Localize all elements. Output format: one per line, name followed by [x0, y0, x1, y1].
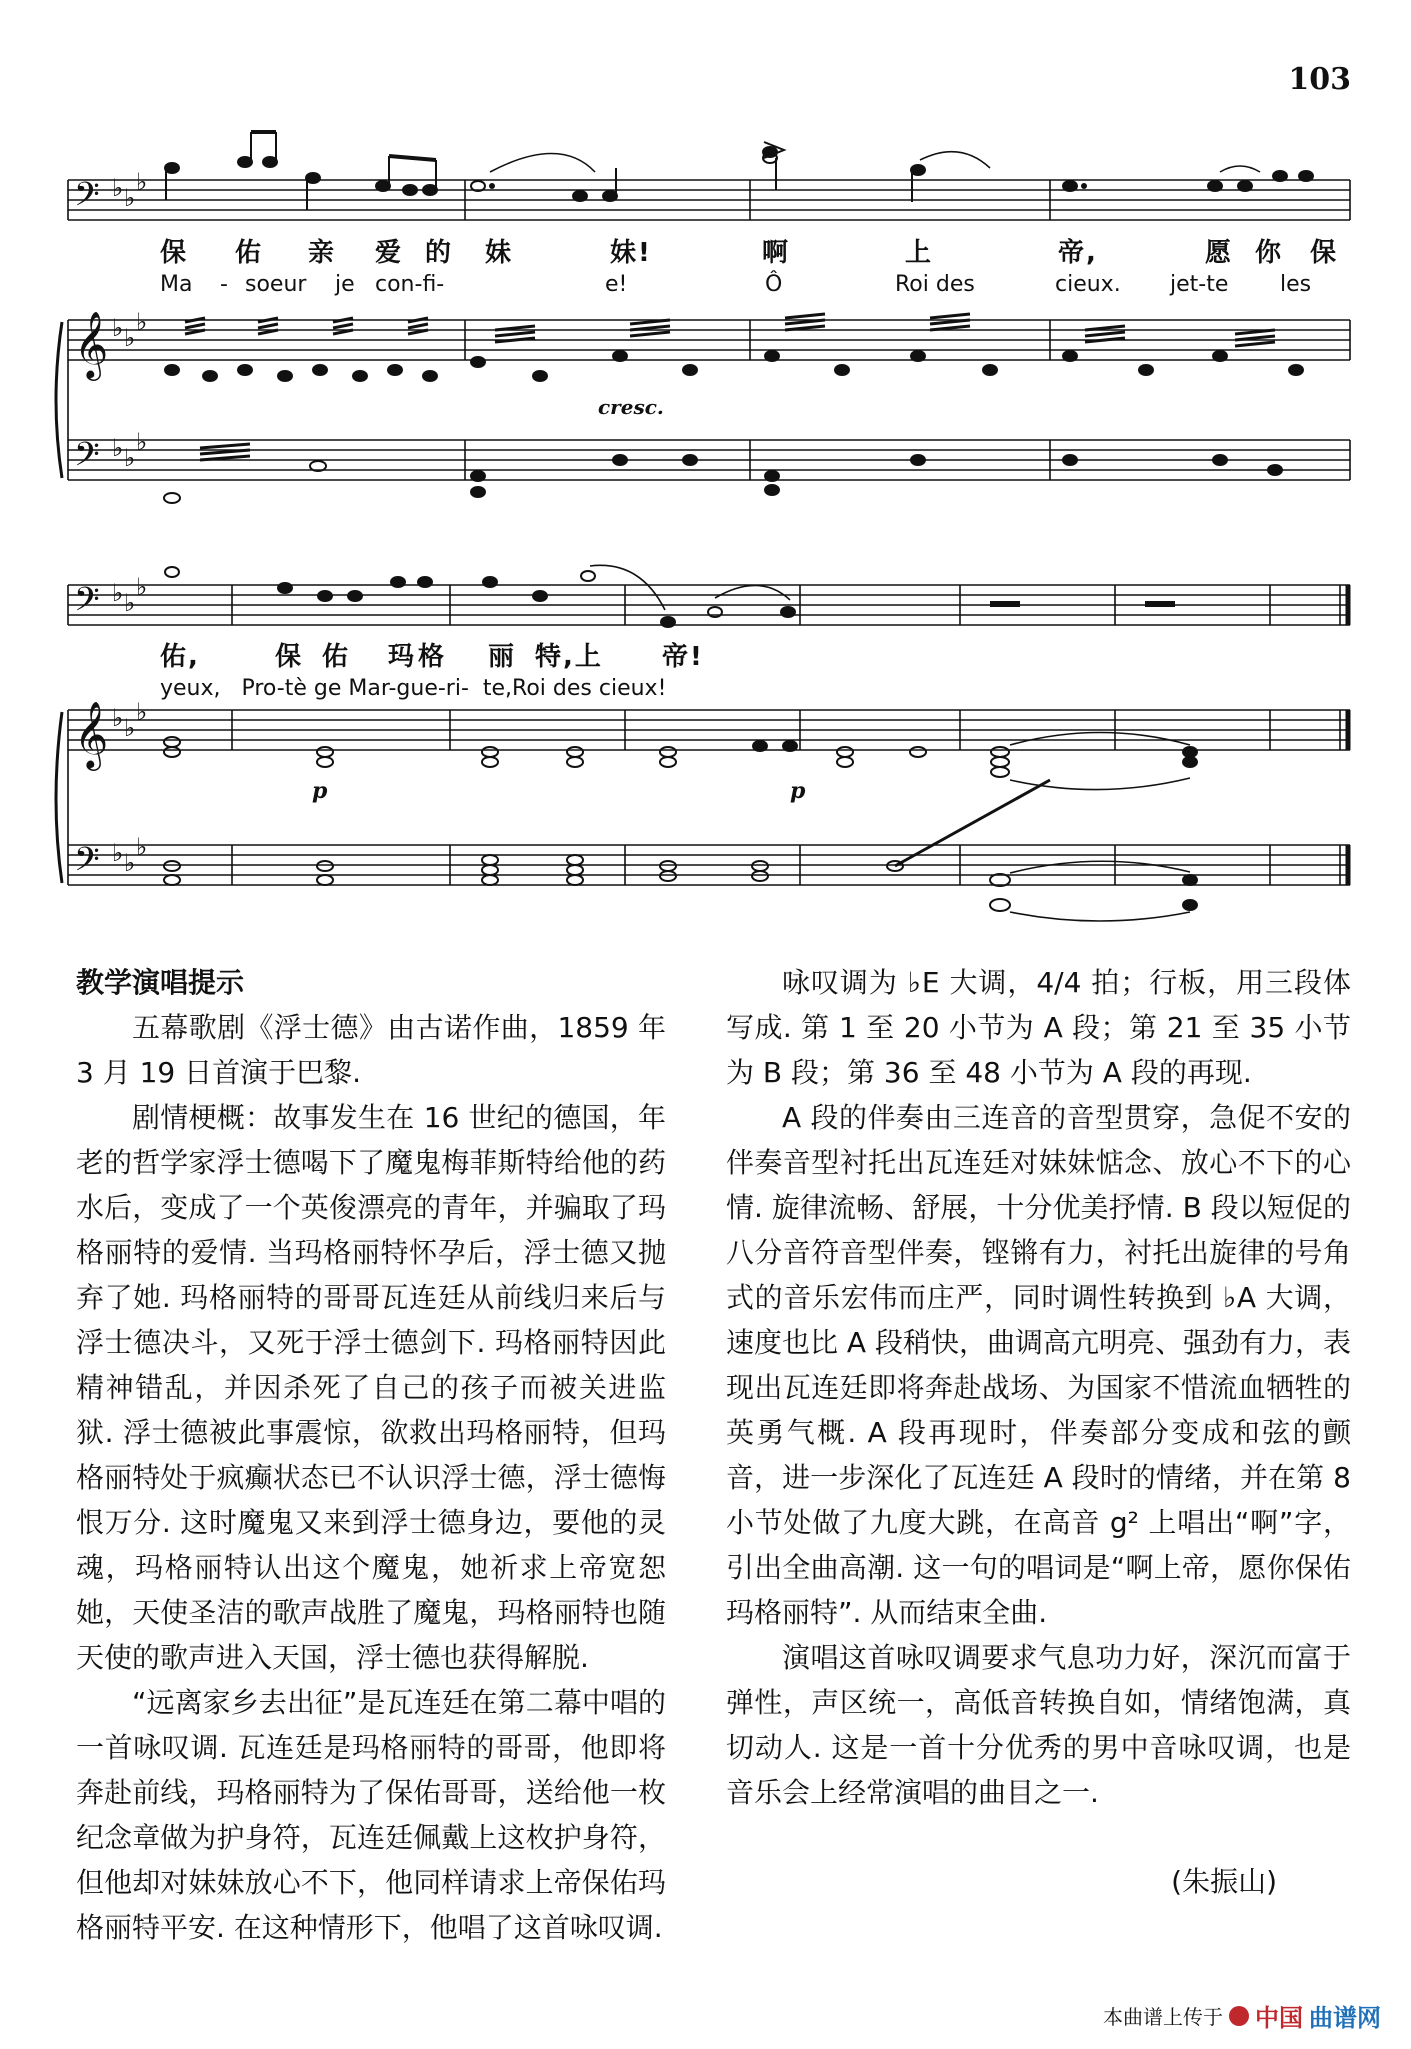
- lyric: 上: [905, 238, 934, 268]
- lyric: 亲: [308, 238, 337, 268]
- lyric: 帝,: [1058, 238, 1098, 268]
- lyric: 啊: [762, 238, 791, 268]
- lyric: 特,上: [535, 642, 603, 672]
- system-2: [56, 565, 1350, 921]
- svg-text:♭: ♭: [136, 573, 148, 601]
- svg-text:♭: ♭: [136, 698, 148, 726]
- svg-text:♭: ♭: [136, 428, 148, 456]
- lyric: soeur: [245, 272, 307, 297]
- footer-brand-b: 曲谱网: [1309, 2004, 1381, 2032]
- dynamic-p-2: p: [790, 778, 806, 804]
- lyric: 佑: [235, 238, 264, 268]
- piano-treble-2: [68, 710, 1350, 750]
- piano-bass-2: [68, 710, 1350, 885]
- music-score: [0, 0, 1411, 930]
- svg-text:♭: ♭: [124, 714, 136, 742]
- svg-text:♭: ♭: [112, 434, 124, 462]
- lyric: jet-te: [1170, 272, 1229, 297]
- svg-text:♭: ♭: [124, 184, 136, 212]
- lyric: 佑: [322, 642, 351, 672]
- svg-text:♭: ♭: [112, 839, 124, 867]
- lyric: 愿: [1205, 238, 1234, 268]
- lyric: 帝!: [662, 642, 704, 672]
- lyric: 你: [1255, 238, 1284, 268]
- svg-text:♭: ♭: [124, 849, 136, 877]
- lyric: Roi des: [895, 272, 975, 297]
- lyric: 爱: [375, 238, 404, 268]
- lyrics-system-1-fr: [150, 272, 1350, 302]
- svg-text:♭: ♭: [136, 168, 148, 196]
- piano-bass-1: [68, 320, 1350, 480]
- svg-text:♭: ♭: [124, 444, 136, 472]
- lyrics-system-2-fr: yeux, Pro-tè ge Mar-gue-ri- te,Roi des cieux!: [160, 676, 667, 701]
- lyric: 的: [425, 238, 454, 268]
- system-1: [56, 132, 1350, 503]
- section-heading: 教学演唱提示: [76, 966, 245, 999]
- lyric: je: [335, 272, 355, 297]
- paragraph: A 段的伴奏由三连音的音型贯穿，急促不安的伴奏音型衬托出瓦连廷对妹妹惦念、放心不下的心情. 旋律流畅、舒展，十分优美抒情. B 段以短促的八分音符音型伴奏，铿锵有力，衬托出旋律的号角式的音乐宏伟而庄严，同时调性转换到 ♭A 大调，速度也比 A 段稍快，曲调高亢明亮、强劲有力，表现出瓦连廷即将奔赴战场、为国家不惜流血牺牲的英勇气概. A 段再现时，伴奏部分变成和弦的颤音，进一步深化了瓦连廷 A 段时的情绪，并在第 8 小节处做了九度大跳，在高音 g² 上唱出“啊”字，引出全曲高潮. 这一句的唱词是“啊上帝，愿你保佑玛格丽特”. 从而结束全曲.: [726, 1101, 1351, 1629]
- svg-text:♭: ♭: [136, 833, 148, 861]
- right-column: [726, 960, 1351, 1932]
- left-column: [76, 960, 666, 1950]
- svg-text:𝄢: 𝄢: [74, 176, 100, 222]
- lyric: Ô: [765, 272, 783, 297]
- lyric: 保: [1310, 238, 1339, 268]
- piano-treble-1: [68, 320, 1350, 360]
- paragraph: 演唱这首咏叹调要求气息功力好，深沉而富于弹性，声区统一，高低音转换自如，情绪饱满，真切动人. 这是一首十分优秀的男中音咏叹调，也是音乐会上经常演唱的曲目之一.: [726, 1641, 1351, 1809]
- paragraph: 咏叹调为 ♭E 大调，4/4 拍；行板，用三段体写成. 第 1 至 20 小节为 A 段；第 21 至 35 小节为 B 段；第 36 至 48 小节为 A 段的再现.: [726, 966, 1351, 1089]
- svg-text:𝄞: 𝄞: [74, 310, 109, 378]
- lyric: Ma: [160, 272, 193, 297]
- page-number: 103: [1288, 62, 1351, 97]
- svg-text:♭: ♭: [112, 174, 124, 202]
- svg-text:𝄢: 𝄢: [74, 436, 100, 482]
- paragraph: 剧情梗概：故事发生在 16 世纪的德国，年老的哲学家浮士德喝下了魔鬼梅菲斯特给他的药水后，变成了一个英俊漂亮的青年，并骗取了玛格丽特的爱情. 当玛格丽特怀孕后，浮士德又抛弃了她. 玛格丽特的哥哥瓦连廷从前线归来后与浮士德决斗，又死于浮士德剑下. 玛格丽特因此精神错乱，并因杀死了自己的孩子而被关进监狱. 浮士德被此事震惊，欲救出玛格丽特，但玛格丽特处于疯癫状态已不认识浮士德，浮士德悔恨万分. 这时魔鬼又来到浮士德身边，要他的灵魂，玛格丽特认出这个魔鬼，她祈求上帝宽恕她，天使圣洁的歌声战胜了魔鬼，玛格丽特也随天使的歌声进入天国，浮士德也获得解脱.: [76, 1101, 666, 1674]
- voice-notes-1: [165, 132, 1313, 210]
- dynamic-p-1: p: [312, 778, 328, 804]
- lyrics-system-1-zh: [150, 232, 1350, 266]
- author-signature: (朱振山): [1171, 1865, 1277, 1898]
- svg-text:𝄢: 𝄢: [74, 581, 100, 627]
- svg-text:♭: ♭: [124, 324, 136, 352]
- lyric: con-fi-: [375, 272, 445, 297]
- lyrics-system-2-zh: [150, 636, 1150, 670]
- lyric: 保: [160, 238, 189, 268]
- footer-watermark: [1103, 1998, 1381, 2033]
- svg-text:𝄢: 𝄢: [74, 841, 100, 887]
- svg-text:𝄞: 𝄞: [74, 700, 109, 768]
- dynamic-cresc: cresc.: [598, 395, 664, 419]
- text-section: [76, 960, 1351, 1950]
- lyric: les: [1280, 272, 1312, 297]
- footer-prefix: 本曲谱上传于: [1103, 2005, 1223, 2029]
- voice-staff-1: [68, 180, 1350, 220]
- svg-text:♭: ♭: [112, 704, 124, 732]
- footer-brand-a: 中国: [1255, 2004, 1303, 2032]
- svg-text:♭: ♭: [124, 589, 136, 617]
- lyric: 玛: [388, 642, 417, 672]
- svg-text:♭: ♭: [112, 314, 124, 342]
- paragraph: 五幕歌剧《浮士德》由古诺作曲，1859 年 3 月 19 日首演于巴黎.: [76, 1011, 666, 1089]
- lyric: 格: [418, 642, 447, 672]
- lyric: 丽: [488, 642, 517, 672]
- lyric: 妹: [485, 238, 514, 268]
- svg-text:♭: ♭: [112, 579, 124, 607]
- lyric: -: [220, 272, 228, 297]
- lyric: 佑,: [160, 642, 200, 672]
- lyric: 妹!: [610, 238, 652, 268]
- lyric: e!: [605, 272, 628, 297]
- lyric: 保: [275, 642, 304, 672]
- site-logo-icon: [1229, 2006, 1249, 2026]
- paragraph: “远离家乡去出征”是瓦连廷在第二幕中唱的一首咏叹调. 瓦连廷是玛格丽特的哥哥，他即将奔赴前线，玛格丽特为了保佑哥哥，送给他一枚纪念章做为护身符，瓦连廷佩戴上这枚护身符，但他却对妹妹放心不下，他同样请求上帝保佑玛格丽特平安. 在这种情形下，他唱了这首咏叹调.: [76, 1686, 666, 1944]
- lyric: cieux.: [1055, 272, 1121, 297]
- svg-text:♭: ♭: [136, 308, 148, 336]
